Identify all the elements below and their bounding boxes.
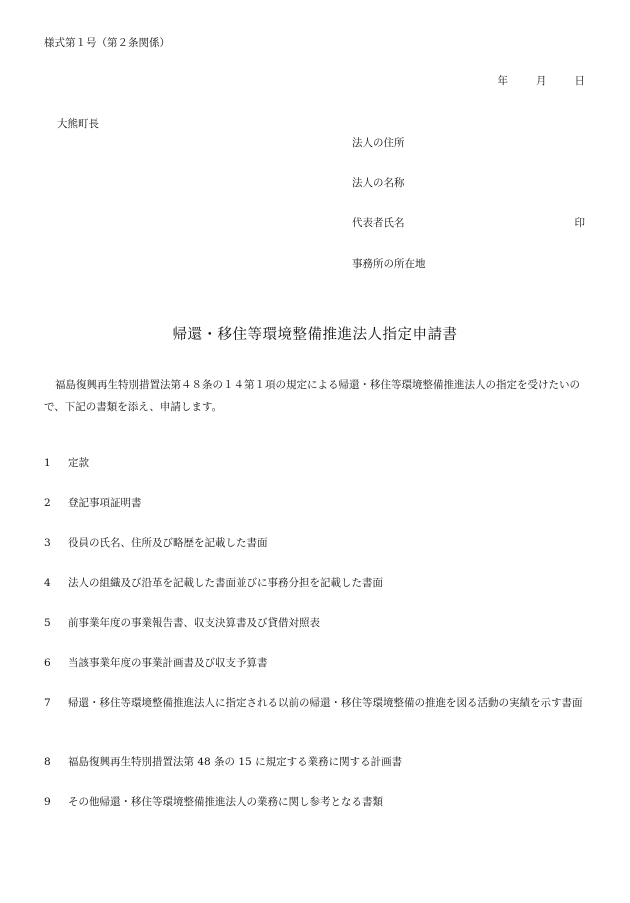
list-item — [44, 572, 594, 594]
addressee: 大熊町長 — [57, 118, 99, 130]
item-text: 当該事業年度の事業計画書及び収支予算書 — [68, 657, 268, 669]
item-number: 1 — [44, 457, 51, 469]
item-text: その他帰還・移住等環境整備推進法人の業務に関し参考となる書類 — [68, 796, 383, 808]
list-item — [44, 791, 594, 813]
item-number: 2 — [44, 497, 51, 509]
list-item — [44, 652, 594, 674]
list-item — [44, 492, 594, 514]
form-number: 様式第１号（第２条関係） — [44, 37, 170, 49]
office-location-label: 事務所の所在地 — [352, 258, 426, 270]
item-number: 9 — [44, 796, 51, 808]
applicant-address-label: 法人の住所 — [352, 137, 405, 149]
date-year: 年 — [497, 75, 508, 87]
item-text: 前事業年度の事業報告書、収支決算書及び貸借対照表 — [68, 617, 320, 629]
item-text: 帰還・移住等環境整備推進法人に指定される以前の帰還・移住等環境整備の推進を図る活動の実績を示す書面 — [68, 697, 583, 709]
list-item — [44, 751, 594, 773]
item-number: 7 — [44, 697, 51, 709]
item-number: 3 — [44, 537, 51, 549]
item-text: 登記事項証明書 — [68, 497, 142, 509]
list-item — [44, 452, 594, 474]
body-text: 福島復興再生特別措置法第４８条の１４第１項の規定による帰還・移住等環境整備推進法人の指定を受けたいので、下記の書類を添え、申請します。 — [44, 379, 580, 413]
list-item — [44, 692, 594, 714]
item-text: 役員の氏名、住所及び略歴を記載した書面 — [68, 537, 268, 549]
item-number: 8 — [44, 756, 51, 768]
item-text: 定款 — [68, 457, 89, 469]
date-day: 日 — [574, 75, 585, 87]
document-title: 帰還・移住等環境整備推進法人指定申請書 — [172, 327, 458, 343]
seal-mark: 印 — [574, 217, 585, 229]
item-text: 福島復興再生特別措置法第 48 条の 15 に規定する業務に関する計画書 — [68, 756, 403, 768]
applicant-name-label: 法人の名称 — [352, 177, 405, 189]
representative-name-label: 代表者氏名 — [352, 217, 405, 229]
item-text: 法人の組織及び沿革を記載した書面並びに事務分担を記載した書面 — [68, 577, 383, 589]
item-number: 4 — [44, 577, 51, 589]
date-month: 月 — [536, 75, 547, 87]
date-line — [498, 73, 586, 88]
item-number: 6 — [44, 657, 51, 669]
list-item — [44, 532, 594, 554]
item-number: 5 — [44, 617, 51, 629]
list-item — [44, 612, 594, 634]
